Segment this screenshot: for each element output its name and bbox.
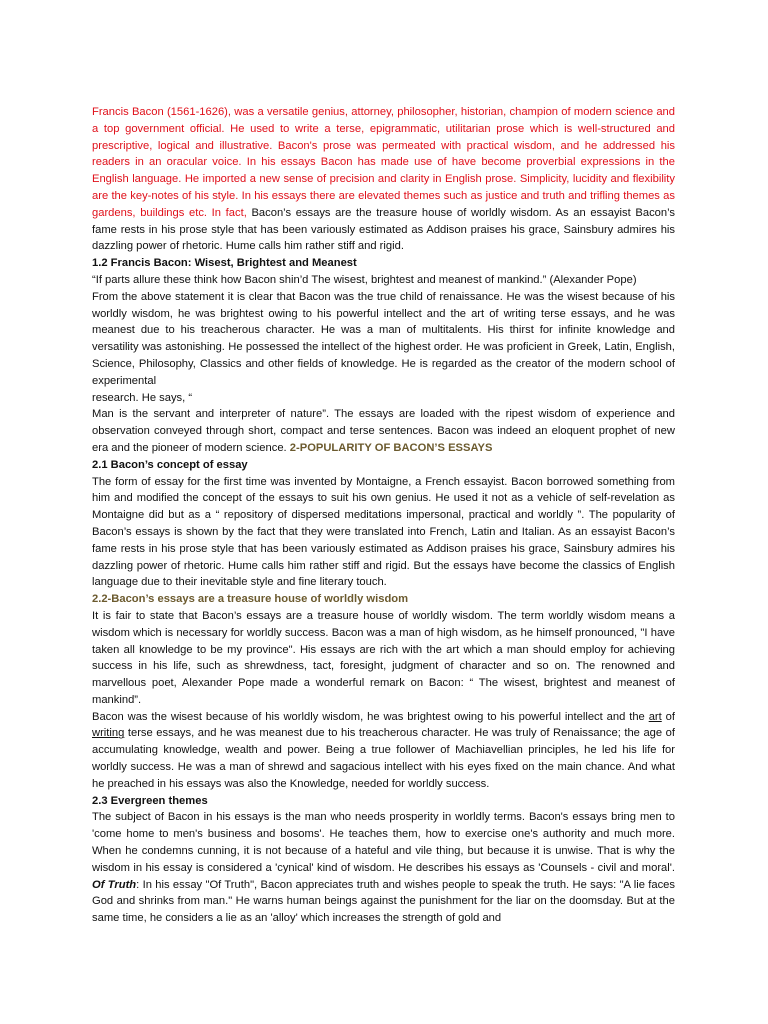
- body-end: : In his essay "Of Truth", Bacon appreciates truth and wishes people to speak the truth. He says: "A lie faces God and shrinks from man." He warns human beings against the punishment for the liar on the doomsday. But at the same time, he considers a lie as an 'alloy' which increases the strength of gold and: [92, 878, 676, 925]
- art-link[interactable]: art: [648, 710, 662, 723]
- section-1-2-heading: 1.2 Francis Bacon: Wisest, Brightest and Meanest: [92, 257, 357, 270]
- p2-after: terse essays, and he was meanest due to his treacherous character. He was truly of Renaissance; the age of accumulating knowledge, wealth and power. Being a true follower of Machiavellian principles, he led his life for worldly success. He was a man of shrewd and sagacious intellect with his eyes fixed on the main chance. And what he preached in his essays was also the Knowledge, needed for worldly success.: [92, 727, 675, 790]
- closing-text: Man is the servant and interpreter of nature”. The essays are loaded with the ripest wisdom of experience and observation conveyed through short, compact and terse sentences. Bacon was indeed an eloquent prophet of new era and the pioneer of modern science.: [92, 408, 675, 454]
- section-2-2-heading: 2.2-Bacon’s essays are a treasure house of worldly wisdom: [92, 593, 409, 606]
- section-1-2-closing: [92, 406, 675, 456]
- p2-of: of: [661, 710, 675, 723]
- intro-paragraph: [92, 104, 675, 255]
- intro-red-text: Francis Bacon (1561-1626), was a versatile genius, attorney, philosopher, historian, champion of modern science and a top government official. He used to write a terse, epigrammatic, utilitarian prose which is well-structured and prescriptive, logical and illustrative. Bacon's prose was permeated with practical wisdom, and he addressed his readers in an oracular voice. In his essays Bacon has made use of have become proverbial expressions in the English language. He imported a new sense of precision and clarity in English prose. Simplicity, lucidity and flexibility are the key-notes of his style. In his essays there are elevated themes such as justice and truth and trifling themes as gardens, buildings etc. In fact,: [92, 106, 675, 219]
- section-2-2-body: It is fair to state that Bacon’s essays are a treasure house of worldly wisdom. The term worldly wisdom means a wisdom which is necessary for worldly success. Bacon was a man of high wisdom, as he himself pronounced, "I have taken all knowledge to be my province". His essays are rich with the art which a man should employ for achieving success in his life, such as shrewdness, tact, foresight, judgment of character and so on. The renowned and marvellous poet, Alexander Pope made a wonderful remark on Bacon: “ The wisest, brightest and meanest of mankind”.: [92, 609, 675, 706]
- p2-before: Bacon was the wisest because of his worldly wisdom, he was brightest owing to his powerful intellect and the: [92, 710, 649, 723]
- section-2-1-heading: 2.1 Bacon’s concept of essay: [92, 458, 248, 471]
- section-1-2-says: research. He says, “: [92, 391, 193, 404]
- intro-black-text: Bacon’s essays are the treasure house of worldly wisdom. As an essayist Bacon’s fame rests in his prose style that has been variously estimated as Addison praises his grace, Sainsbury admires his dazzling power of rhetoric. Hume calls him rather stiff and rigid.: [92, 206, 675, 253]
- section-2-3-heading: 2.3 Evergreen themes: [92, 794, 208, 807]
- body-start: The subject of Bacon in his essays is the man who needs prosperity in worldly terms. Bacon's essays bring men to 'come home to men's business and bosoms'. He teaches them, how to exercise one's authority and much more. When he condemns cunning, it is not because of a hateful and vile thing, but because it is unwise. That is why the wisdom in his essay is considered a 'cynical' kind of wisdom. He describes his essays as 'Counsels - civil and moral'.: [92, 811, 675, 874]
- section-2-3-body: [92, 809, 675, 927]
- section-2-1-body: The form of essay for the first time was invented by Montaigne, a French essayist. Bacon borrowed something from him and modified the concept of the essays to suit his own genius. He used it not as a vehicle of self-revelation as Montaigne did but as a “ repository of dispersed meditations impersonal, practical and worldly ”. The popularity of Bacon’s essays is shown by the fact that they were translated into French, Latin and Italian. As an essayist Bacon’s fame rests in his prose style that has been variously estimated as Addison praises his grace, Sainsbury admires his dazzling power of rhetoric. Hume calls him rather stiff and rigid. But the essays have become the classics of English language due to their inevitable style and fine literary touch.: [92, 475, 675, 589]
- of-truth-title: Of Truth: [92, 878, 137, 891]
- section-2-2-body-2: [92, 709, 675, 793]
- section-1-2-body: From the above statement it is clear that Bacon was the true child of renaissance. He was the wisest because of his worldly wisdom, he was brightest owing to his powerful intellect and the art of writing terse essays, and he was meanest due to his treacherous character. He was a man of multitalents. His thirst for infinite knowledge and versatility was astonishing. He possessed the intellect of the highest order. He was proficient in Greek, Latin, English, Science, Philosophy, Classics and other fields of knowledge. He is regarded as the creator of the modern school of experimental: [92, 290, 675, 387]
- writing-link[interactable]: writing: [92, 727, 125, 740]
- pope-quote: “If parts allure these think how Bacon shin’d The wisest, brightest and meanest of mankind.” (Alexander Pope): [92, 273, 637, 286]
- popularity-heading: 2-POPULARITY OF BACON’S ESSAYS: [289, 441, 493, 454]
- document-page: [92, 104, 675, 927]
